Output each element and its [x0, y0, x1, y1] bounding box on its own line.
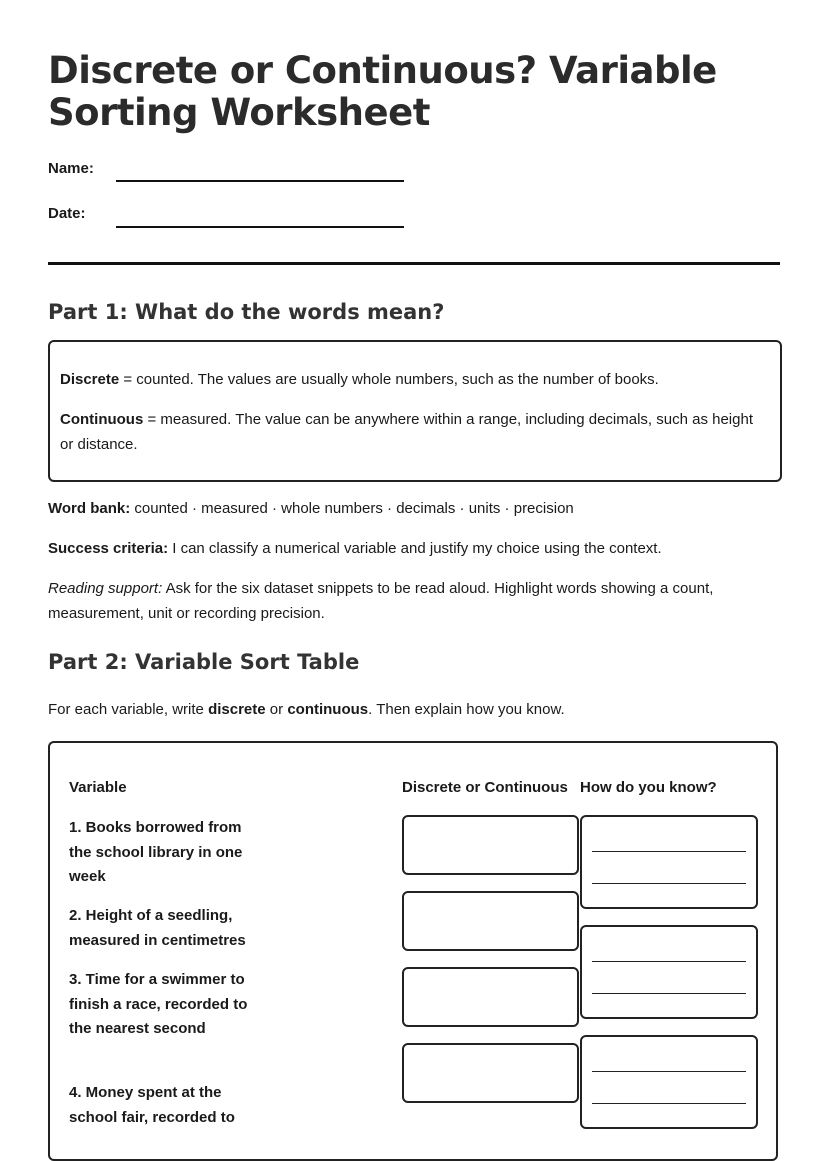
- part2-instructions: [48, 697, 780, 722]
- variable-item-1: 1. Books borrowed from the school library in one week: [69, 819, 243, 885]
- success-label: Success criteria:: [48, 540, 169, 557]
- date-field[interactable]: [116, 226, 404, 228]
- word-bank-label: Word bank:: [48, 500, 131, 517]
- name-label: Name:: [48, 160, 94, 177]
- writing-line: [592, 883, 746, 884]
- how-answer-box-1[interactable]: [580, 815, 758, 909]
- discrete-def-text: = counted. The values are usually whole numbers, such as the number of books.: [119, 371, 659, 388]
- col-header-variable: Variable: [69, 779, 127, 796]
- variable-item-3: 3. Time for a swimmer to finish a race, recorded to the nearest second: [69, 971, 248, 1037]
- instr-mid: or: [265, 701, 288, 718]
- writing-line: [592, 1103, 746, 1104]
- reading-text: Ask for the six dataset snippets to be read aloud. Highlight words showing a count, measurement, unit or recording precision.: [48, 580, 714, 622]
- variable-item-2: 2. Height of a seedling, measured in centimetres: [69, 907, 246, 949]
- instr-pre: For each variable, write: [48, 701, 209, 718]
- how-answer-box-2[interactable]: [580, 925, 758, 1019]
- part1-heading: Part 1: What do the words mean?: [48, 300, 445, 324]
- section-divider: [48, 262, 780, 265]
- word-bank-text: counted · measured · whole numbers · decimals · units · precision: [130, 500, 574, 517]
- instr-discrete: discrete: [208, 701, 266, 718]
- instr-post: . Then explain how you know.: [368, 701, 565, 718]
- writing-line: [592, 993, 746, 994]
- continuous-definition: [60, 407, 770, 457]
- writing-line: [592, 851, 746, 852]
- dc-answer-box-2[interactable]: [402, 891, 579, 951]
- success-text: I can classify a numerical variable and justify my choice using the context.: [168, 540, 662, 557]
- success-criteria: [48, 536, 780, 561]
- discrete-term: Discrete: [60, 371, 120, 388]
- dc-answer-box-1[interactable]: [402, 815, 579, 875]
- writing-line: [592, 1071, 746, 1072]
- word-bank: [48, 496, 780, 521]
- continuous-term: Continuous: [60, 411, 144, 428]
- worksheet-title: Discrete or Continuous? Variable Sorting Worksheet: [48, 49, 717, 134]
- reading-support: [48, 576, 780, 626]
- instr-continuous: continuous: [287, 701, 369, 718]
- name-field[interactable]: [116, 180, 404, 182]
- variable-item-4: 4. Money spent at the school fair, recorded to: [69, 1084, 235, 1126]
- col-header-dc: Discrete or Continuous: [402, 779, 568, 796]
- reading-label: Reading support:: [48, 580, 163, 597]
- dc-answer-box-4[interactable]: [402, 1043, 579, 1103]
- part2-heading: Part 2: Variable Sort Table: [48, 650, 360, 674]
- date-label: Date:: [48, 205, 86, 222]
- discrete-definition: [60, 367, 770, 392]
- definitions-box: [48, 340, 782, 482]
- dc-answer-box-3[interactable]: [402, 967, 579, 1027]
- col-header-how: How do you know?: [580, 779, 717, 796]
- continuous-def-text: = measured. The value can be anywhere within a range, including decimals, such as height or distance.: [60, 411, 753, 453]
- how-answer-box-3[interactable]: [580, 1035, 758, 1129]
- writing-line: [592, 961, 746, 962]
